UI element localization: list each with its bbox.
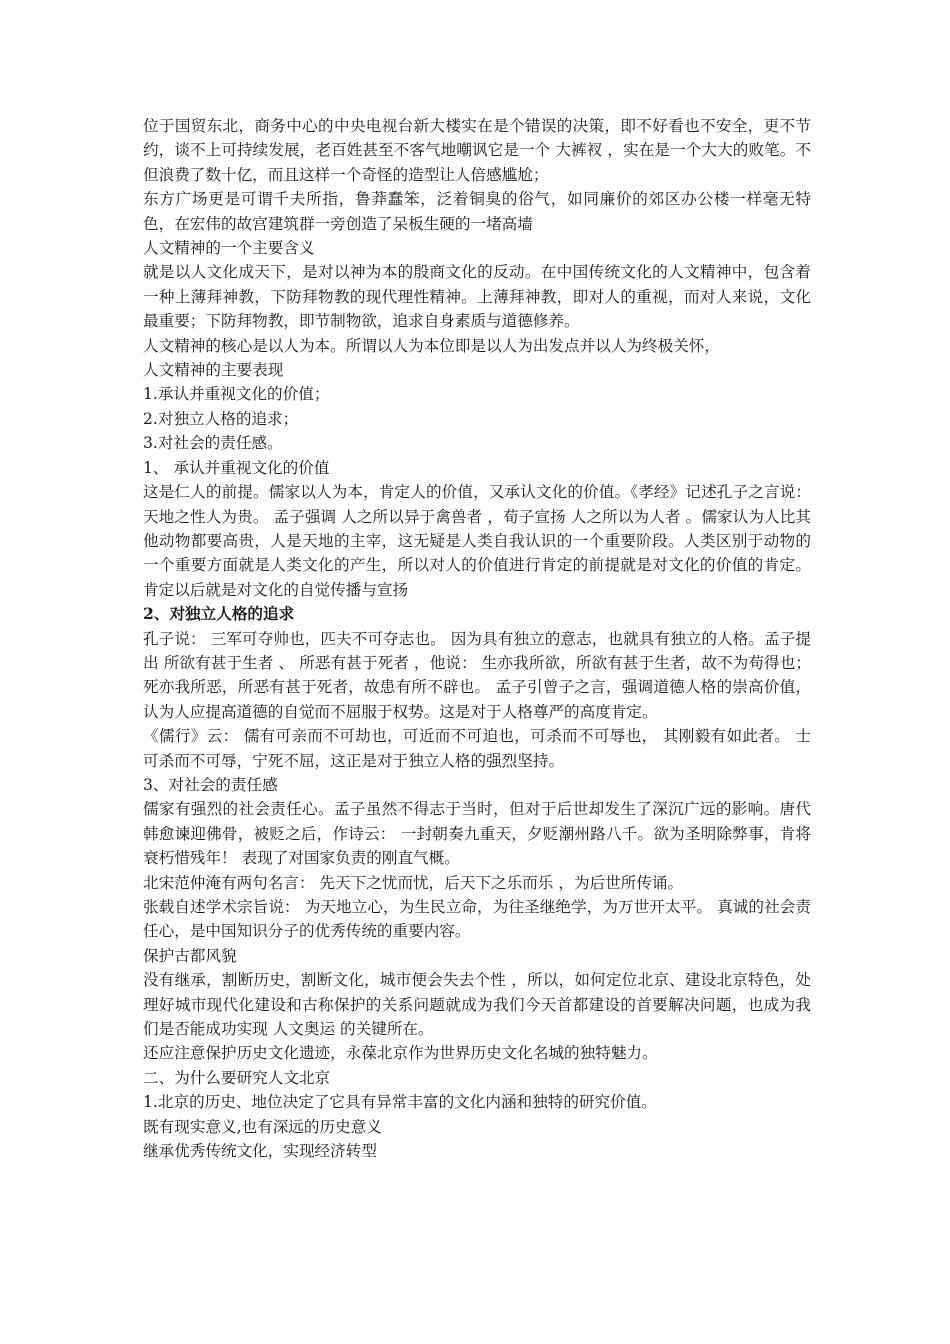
list-item: 2.对独立人格的追求； <box>143 409 299 428</box>
paragraph: 《儒行》云： 儒有可亲而不可劫也，可近而不可迫也，可杀而不可辱也， 其刚毅有如此者。 士可杀而不可辱，宁死不屈，这正是对于独立人格的强烈坚持。 <box>143 727 811 770</box>
list-item: 1.承认并重视文化的价值； <box>143 385 330 404</box>
paragraph: 东方广场更是可谓千夫所指，鲁莽蠢笨，泛着铜臭的俗气，如同廉价的郊区办公楼一样毫无特色，在宏伟的故宫建筑群一旁创造了呆板生硬的一堵高墙 <box>143 190 811 233</box>
paragraph: 没有继承，割断历史，割断文化，城市便会失去个性 ，所以，如何定位北京、建设北京特色，处理好城市现代化建设和古称保护的关系问题就成为我们今天首都建设的首要解决问题，也成为我们是否能成功实现 人文奥运 的关键所在。 <box>143 971 811 1039</box>
paragraph: 既有现实意义,也有深远的历史意义 <box>143 1117 382 1136</box>
section-heading: 人文精神的一个主要含义 <box>143 239 315 258</box>
paragraph: 人文精神的核心是以人为本。所谓以人为本位即是以人为出发点并以人为终极关怀， <box>143 336 720 355</box>
paragraph: 张载自述学术宗旨说： 为天地立心，为生民立命，为往圣继绝学，为万世开太平。 真诚的社会责任心，是中国知识分子的优秀传统的重要内容。 <box>143 898 811 941</box>
section-heading: 1、 承认并重视文化的价值 <box>143 458 330 477</box>
paragraph: 这是仁人的前提。儒家以人为本，肯定人的价值，又承认文化的价值。《孝经》记述孔子之言说：天地之性人为贵。 孟子强调 人之所以异于禽兽者 ，荀子宣扬 人之所以为人者 。儒家认为人比其他动物都要高贵，人是天地的主宰，这无疑是人类自我认识的一个重要阶段。人类区别于动物的一个重要方面就是人类文化的产生，所以对人的价值进行肯定的前提就是对文化的价值的肯定。肯定以后就是对文化的自觉传播与宣扬 <box>143 483 811 599</box>
paragraph: 还应注意保护历史文化遗迹，永葆北京作为世界历史文化名城的独特魅力。 <box>143 1044 658 1063</box>
list-item: 3.对社会的责任感。 <box>143 434 283 453</box>
section-heading: 二、为什么要研究人文北京 <box>143 1068 331 1087</box>
section-heading: 3、对社会的责任感 <box>143 775 278 794</box>
paragraph: 北宋范仲淹有两句名言： 先天下之忧而忧，后天下之乐而乐 ，为后世所传诵。 <box>143 873 684 892</box>
paragraph: 位于国贸东北，商务中心的中央电视台新大楼实在是个错误的决策，即不好看也不安全，更不节约，谈不上可持续发展，老百姓甚至不客气地嘲讽它是一个 大裤衩 ，实在是一个大大的败笔。不但浪费了数十亿，而且这样一个奇怪的造型让人倍感尴尬； <box>143 117 811 184</box>
paragraph: 继承优秀传统文化，实现经济转型 <box>143 1142 377 1161</box>
section-heading: 2、对独立人格的追求 <box>143 604 295 624</box>
paragraph: 就是以人文化成天下，是对以神为本的殷商文化的反动。在中国传统文化的人文精神中，包含着一种上薄拜神教，下防拜物教的现代理性精神。上薄拜神教，即对人的重视，而对人来说，文化最重要；下防拜物教，即节制物欲，追求自身素质与道德修养。 <box>143 263 811 331</box>
section-heading: 人文精神的主要表现 <box>143 361 284 380</box>
paragraph: 儒家有强烈的社会责任心。孟子虽然不得志于当时，但对于后世却发生了深沉广远的影响。唐代韩愈谏迎佛骨，被贬之后，作诗云： 一封朝奏九重天，夕贬潮州路八千。欲为圣明除弊事，肯将衰朽惜残年！ 表现了对国家负责的刚直气概。 <box>143 800 811 868</box>
paragraph: 1.北京的历史、地位决定了它具有异常丰富的文化内涵和独特的研究价值。 <box>143 1093 657 1112</box>
section-heading: 保护古都风貌 <box>143 946 237 965</box>
paragraph: 孔子说： 三军可夺帅也，匹夫不可夺志也。 因为具有独立的意志，也就具有独立的人格。孟子提出 所欲有甚于生者 、 所恶有甚于死者 ，他说： 生亦我所欲，所欲有甚于生者，故不为苟得也；死亦我所恶，所恶有甚于死者，故患有所不辟也。 孟子引曾子之言，强调道德人格的崇高价值，认为人应提高道德的自觉而不屈服于权势。这是对于人格尊严的高度肯定。 <box>143 629 811 721</box>
document-body <box>143 114 811 1163</box>
